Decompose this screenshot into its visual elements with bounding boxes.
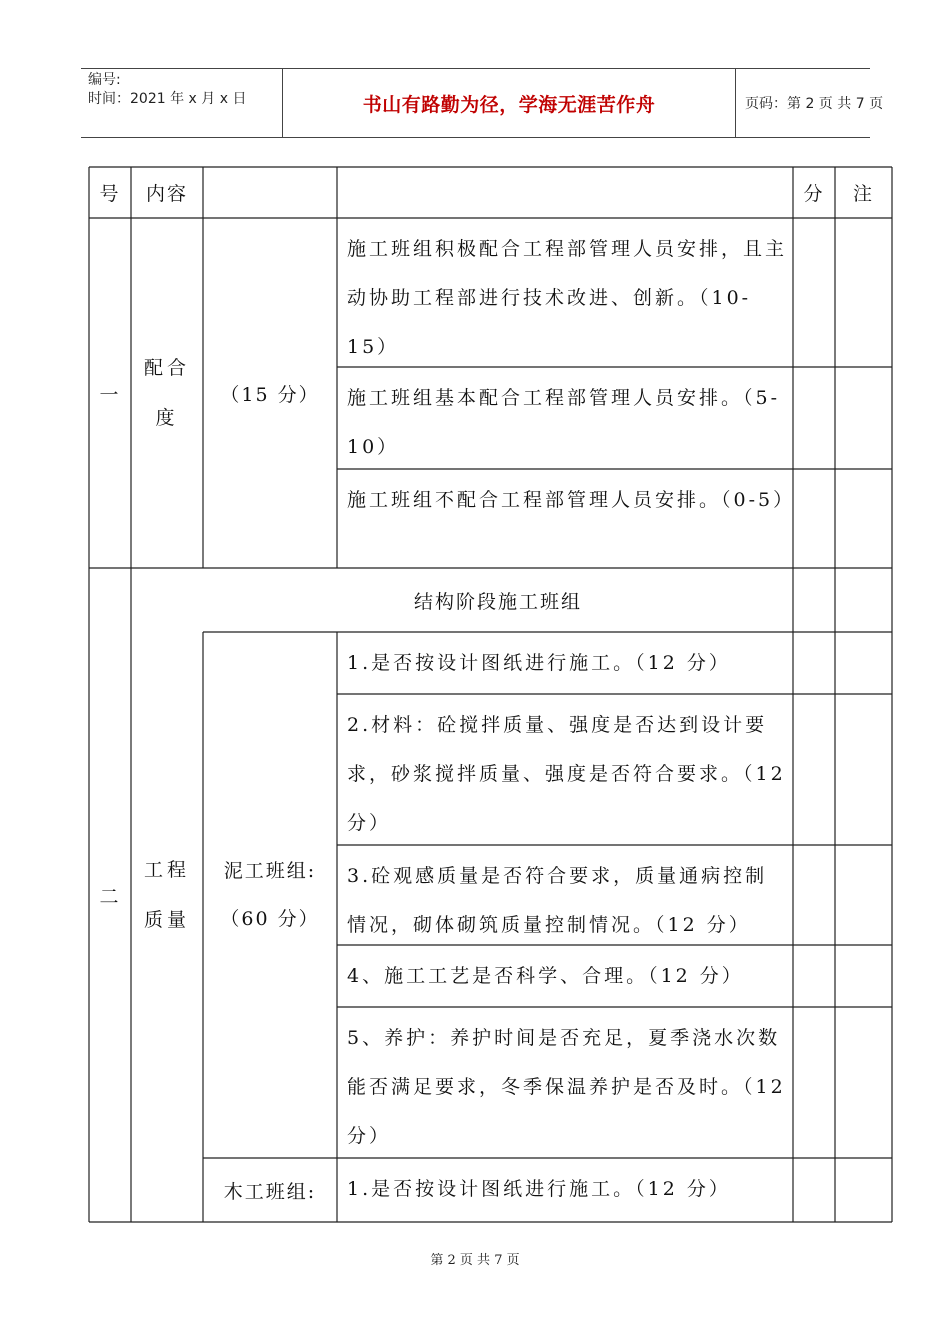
section1-item-1: 施工班组积极配合工程部管理人员安排，且主动协助工程部进行技术改进、创新。（10-15） xyxy=(347,238,788,358)
section2-subheading: 结构阶段施工班组 xyxy=(413,590,582,613)
footer-page-number: 第 2 页 共 7 页 xyxy=(430,1253,520,1268)
group1-item-5: 5、养护：养护时间是否充足，夏季浇水次数能否满足要求，冬季保温养护是否及时。（12 分） xyxy=(347,1027,786,1147)
group1-item-1: 1.是否按设计图纸进行施工。（12 分） xyxy=(347,652,731,674)
section1-category: 配合度 xyxy=(143,357,190,429)
doc-number-label: 编号: xyxy=(88,72,121,88)
col-header-no: 号 xyxy=(99,183,121,205)
section1-category-cell xyxy=(131,218,203,568)
header-page-code: 页码：第 2 页 共 7 页 xyxy=(745,96,884,112)
header-motto: 书山有路勤为径，学海无涯苦作舟 xyxy=(362,93,656,116)
group1-item-3: 3.砼观感质量是否符合要求，质量通病控制情况，砌体砌筑质量控制情况。（12 分） xyxy=(347,865,768,936)
section2-category-cell xyxy=(131,568,203,1222)
group1-points: （60 分） xyxy=(220,908,320,930)
group1-item-2: 2.材料：砼搅拌质量、强度是否达到设计要求，砂浆搅拌质量、强度是否符合要求。（12 分） xyxy=(347,714,786,834)
group1-label-cell xyxy=(203,632,337,1158)
section1-item-2: 施工班组基本配合工程部管理人员安排。（5-10） xyxy=(347,387,781,458)
group2-name: 木工班组: xyxy=(223,1180,317,1203)
section1-points: （15 分） xyxy=(220,383,320,406)
col-header-score: 分 xyxy=(803,183,825,205)
group1-item-4: 4、施工工艺是否科学、合理。（12 分） xyxy=(347,965,744,987)
col-header-note: 注 xyxy=(852,183,874,205)
group1-name: 泥工班组: xyxy=(223,860,317,882)
page-footer xyxy=(0,1249,950,1268)
doc-time-label: 时间：2021 年 x 月 x 日 xyxy=(88,91,247,107)
section1-item-3: 施工班组不配合工程部管理人员安排。（0-5） xyxy=(347,489,796,511)
section2-number: 二 xyxy=(99,885,121,908)
group2-item-1: 1.是否按设计图纸进行施工。（12 分） xyxy=(347,1178,731,1200)
col-header-content: 内容 xyxy=(145,183,188,205)
section1-number: 一 xyxy=(99,383,121,406)
section2-category: 工程质量 xyxy=(143,859,190,931)
